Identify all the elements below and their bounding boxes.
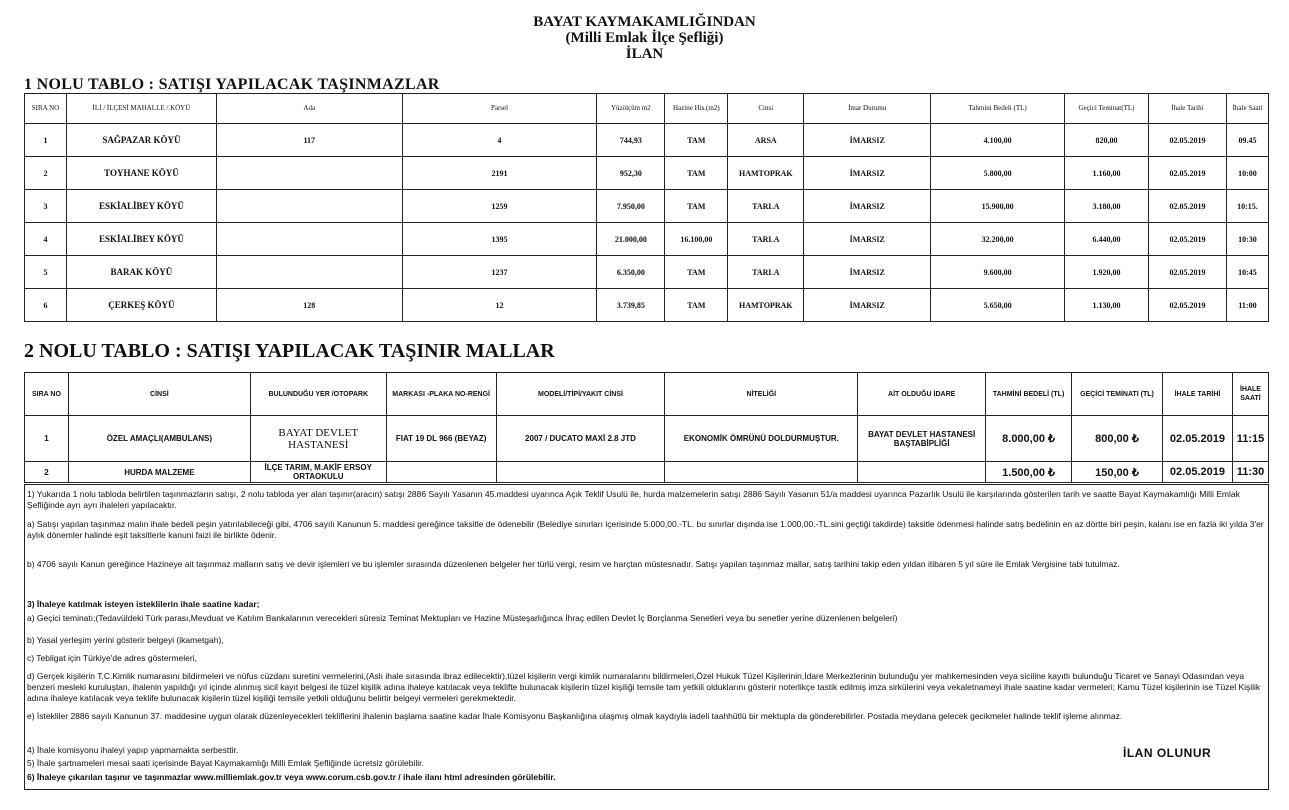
cell-no: 1 xyxy=(25,124,67,157)
cell-parsel: 1395 xyxy=(402,223,597,256)
cell-deposit: 6.440,00 xyxy=(1065,223,1149,256)
col-header: NİTELİĞİ xyxy=(665,373,858,416)
cell-deposit: 800,00 ₺ xyxy=(1072,416,1163,462)
cell-area: 7.950,00 xyxy=(597,190,665,223)
col-header: İhale Saati xyxy=(1226,94,1268,124)
cell-time: 10:30 xyxy=(1226,223,1268,256)
cell-village: ÇERKEŞ KÖYÜ xyxy=(66,289,216,322)
note-3d: d) Gerçek kişilerin T.C.Kimlik numarasını bildirmeleri ve nüfus cüzdanı suretini vermelerini,(Aslı ihale sırasında ibraz edilecektir),tüzel kişilerin vergi kimlik numaralarını bildirmeleri,Özel Hukuk Tüzel Kişilerinin,İdare Merkezlerinin bulunduğu yer mahkemesinden veya siciline kayıtlı bulunduğu Ticaret ve Sanayi Odasından veya benzeri mesleki kuruluştan, ihalenin yapıldığı yıl içinde alınmış sicil kayıt belgesi ile tüzel kişilik adına ihaleye katılacak veya teklifte bulunacak kişilerin tüzel kişiliği temsile tam yetkili olduklarını gösterir noterlikçe tastik edilmiş imza sirkülerini veya vekaletnameyi ihale saatine kadar vermeleri; Kamu Tüzel kişilerinin ise Tüzel Kişilik adına ihaleye katılacak veya teklife bulunacak kişilerin tüzel kişiliği temsile yetkili olduğunu belirtir belgeyi vermeleri gerekmektedir. xyxy=(27,671,1261,703)
cell-ada: 117 xyxy=(216,124,402,157)
col-header: İmar Durumu xyxy=(804,94,931,124)
note-1: 1) Yukarıda 1 nolu tabloda belirtilen taşınmazların satışı, 2 nolu tabloda yer alan taşınır(aracın) satışı 2886 Sayılı Yasanın 45.maddesi uyarınca Açık Teklif Usulü ile, hurda malzemelerin satışı 2886 Sayılı Yasanın 51/a maddesi uyarınca Pazarlık Usulü ile karşılarında gösterilen tarih ve saatte Bayat Kaymakamlığı Milli Emlak Şefliğinde ayrı ayrı ihaleleri yapılacaktır. xyxy=(27,489,1240,510)
cell-zoning: İMARSIZ xyxy=(804,157,931,190)
col-header: Cinsi xyxy=(728,94,804,124)
cell-no: 1 xyxy=(25,416,69,462)
cell-treasury-share: TAM xyxy=(665,190,728,223)
cell-parsel: 1259 xyxy=(402,190,597,223)
cell-zoning: İMARSIZ xyxy=(804,289,931,322)
cell-area: 6.350,00 xyxy=(597,256,665,289)
col-header: MARKASI -PLAKA NO-RENGİ xyxy=(386,373,496,416)
cell-deposit: 150,00 ₺ xyxy=(1072,462,1163,483)
header-line-3: İLAN xyxy=(625,46,664,62)
cell-zoning: İMARSIZ xyxy=(804,190,931,223)
note-3e: e) İstekliler 2886 sayılı Kanunun 37. maddesine uygun olarak düzenleyecekleri tekliflerini ihalenin başlama saatine kadar İhale Komisyonu Başkanlığına ulaşmış olmak kaydıyla iadeli taahhütlü bir mektupla da gönderebilirler. Postada meydana gelecek gecikmeler halinde teklif işleme alınmaz. xyxy=(27,711,1123,721)
cell-date: 02.05.2019 xyxy=(1162,416,1232,462)
cell-treasury-share: TAM xyxy=(665,256,728,289)
cell-estimated-price: 5.650,00 xyxy=(931,289,1065,322)
note-2b: b) 4706 sayılı Kanun gereğince Hazineye ait taşınmaz malların satış ve devir işlemleri ve bu işlemler sırasında düzenlenen belgeler her türlü vergi, resim ve harçtan müstesnadır. Satışı yapılan taşınmaz mallar, satış tarihini takip eden yıldan itibaren 5 yıl süre ile Emlak Vergisine tabi tutulmaz. xyxy=(27,559,1120,569)
cell-time: 11:15 xyxy=(1232,416,1268,462)
cell-time: 10:45 xyxy=(1226,256,1268,289)
table2-title: 2 NOLU TABLO : SATIŞI YAPILACAK TAŞINIR MALLAR xyxy=(24,340,555,362)
cell-type: HAMTOPRAK xyxy=(728,157,804,190)
col-header: MODELİ/TİPİ/YAKIT CİNSİ xyxy=(496,373,665,416)
col-header: SIRA NO xyxy=(25,94,67,124)
cell-ada xyxy=(216,190,402,223)
col-header: Tahmini Bedeli (TL) xyxy=(931,94,1065,124)
table1-title: 1 NOLU TABLO : SATIŞI YAPILACAK TAŞINMAZLAR xyxy=(24,76,440,93)
table-row xyxy=(25,157,1269,190)
cell-village: TOYHANE KÖYÜ xyxy=(66,157,216,190)
cell-type: TARLA xyxy=(728,223,804,256)
note-5: 5) İhale şartnameleri mesai saati içerisinde Bayat Kaymakamlığı Milli Emlak Şefliğinde ücretsiz görülebilir. xyxy=(27,758,424,768)
cell-type: ÖZEL AMAÇLI(AMBULANS) xyxy=(68,416,250,462)
cell-type: TARLA xyxy=(728,256,804,289)
cell-time: 11:00 xyxy=(1226,289,1268,322)
cell-time: 10:15. xyxy=(1226,190,1268,223)
cell-estimated-price: 9.600,00 xyxy=(931,256,1065,289)
cell-type: HAMTOPRAK xyxy=(728,289,804,322)
cell-estimated-price: 5.800,00 xyxy=(931,157,1065,190)
header-line-1: BAYAT KAYMAKAMLIĞINDAN xyxy=(533,14,756,30)
note-2a: a) Satışı yapılan taşınmaz malın ihale bedeli peşin yatırılabileceği gibi, 4706 sayılı Kanunun 5. maddesi gereğince taksitle de ödenebilir (Belediye sınırları içerisinde 5.000,00.-TL. bu sınırlar dışında ise 1.000,00.-TL.sini geçtiği takdirde) taksitle ödenmesi halinde satış bedelinin en az dörtte biri peşin, kalanı ise en fazla iki yılda 3'er aylık dönemler halinde eşit taksitlerle kanuni faizi ile birlikte ödenir. xyxy=(27,519,1264,540)
table-row xyxy=(25,462,1269,483)
cell-location: İLÇE TARIM, M.AKİF ERSOY ORTAOKULU xyxy=(250,462,386,483)
cell-treasury-share: TAM xyxy=(665,124,728,157)
col-header: SIRA NO xyxy=(25,373,69,416)
col-header: AİT OLDUĞU İDARE xyxy=(858,373,986,416)
cell-model: 2007 / DUCATO MAXİ 2.8 JTD xyxy=(496,416,665,462)
col-header: GEÇİCİ TEMİNATI (TL) xyxy=(1072,373,1163,416)
cell-deposit: 820,00 xyxy=(1065,124,1149,157)
cell-time: 11:30 xyxy=(1232,462,1268,483)
col-header: TAHMİNİ BEDELİ (TL) xyxy=(986,373,1072,416)
cell-parsel: 2191 xyxy=(402,157,597,190)
cell-deposit: 1.920,00 xyxy=(1065,256,1149,289)
cell-village: SAĞPAZAR KÖYÜ xyxy=(66,124,216,157)
cell-date: 02.05.2019 xyxy=(1148,190,1226,223)
cell-village: ESKİALİBEY KÖYÜ xyxy=(66,190,216,223)
cell-estimated-price: 4.100,00 xyxy=(931,124,1065,157)
cell-treasury-share: TAM xyxy=(665,289,728,322)
table-row xyxy=(25,256,1269,289)
cell-quality: EKONOMİK ÖMRÜNÜ DOLDURMUŞTUR. xyxy=(665,416,858,462)
table2-movables xyxy=(24,372,1269,483)
note-3b: b) Yasal yerleşim yerini gösterir belgeyi (ikametgah), xyxy=(27,635,224,645)
note-4: 4) İhale komisyonu ihaleyi yapıp yapmamakta serbesttir. xyxy=(27,745,239,755)
cell-no: 2 xyxy=(25,157,67,190)
note-3: 3) İhaleye katılmak isteyen isteklilerin ihale saatine kadar; xyxy=(27,599,260,609)
conditions-box xyxy=(24,484,1269,790)
cell-date: 02.05.2019 xyxy=(1148,157,1226,190)
cell-date: 02.05.2019 xyxy=(1162,462,1232,483)
cell-estimated-price: 8.000,00 ₺ xyxy=(986,416,1072,462)
col-header: İHALE TARİHİ xyxy=(1162,373,1232,416)
cell-area: 3.739,85 xyxy=(597,289,665,322)
cell-deposit: 3.180,00 xyxy=(1065,190,1149,223)
col-header: İhale Tarihi xyxy=(1148,94,1226,124)
cell-brand-plate: FIAT 19 DL 966 (BEYAZ) xyxy=(386,416,496,462)
col-header: İLİ / İLÇESİ MAHALLE / KÖYÜ xyxy=(66,94,216,124)
col-header: Geçici Teminat(TL) xyxy=(1065,94,1149,124)
cell-type: ARSA xyxy=(728,124,804,157)
cell-parsel: 4 xyxy=(402,124,597,157)
cell-estimated-price: 15.900,00 xyxy=(931,190,1065,223)
cell-village: ESKİALİBEY KÖYÜ xyxy=(66,223,216,256)
cell-date: 02.05.2019 xyxy=(1148,256,1226,289)
col-header: BULUNDUĞU YER /OTOPARK xyxy=(250,373,386,416)
cell-area: 744,93 xyxy=(597,124,665,157)
cell-ada xyxy=(216,256,402,289)
cell-no: 4 xyxy=(25,223,67,256)
cell-zoning: İMARSIZ xyxy=(804,223,931,256)
table-row xyxy=(25,416,1269,462)
cell-deposit: 1.130,00 xyxy=(1065,289,1149,322)
note-6: 6) İhaleye çıkarılan taşınır ve taşınmazlar www.milliemlak.gov.tr veya www.corum.csb.gov.tr / ihale ilanı html adresinden görülebilir. xyxy=(27,772,556,782)
cell-no: 3 xyxy=(25,190,67,223)
cell-parsel: 1237 xyxy=(402,256,597,289)
cell-time: 10:00 xyxy=(1226,157,1268,190)
col-header: Parsel xyxy=(402,94,597,124)
cell-quality xyxy=(665,462,858,483)
cell-date: 02.05.2019 xyxy=(1148,124,1226,157)
cell-estimated-price: 1.500,00 ₺ xyxy=(986,462,1072,483)
table-row xyxy=(25,223,1269,256)
cell-no: 5 xyxy=(25,256,67,289)
cell-date: 02.05.2019 xyxy=(1148,223,1226,256)
cell-zoning: İMARSIZ xyxy=(804,124,931,157)
cell-owner xyxy=(858,462,986,483)
cell-time: 09.45 xyxy=(1226,124,1268,157)
table-header-row xyxy=(25,94,1269,124)
cell-area: 21.000,00 xyxy=(597,223,665,256)
cell-deposit: 1.160,00 xyxy=(1065,157,1149,190)
col-header: İHALE SAATİ xyxy=(1232,373,1268,416)
table-header-row xyxy=(25,373,1269,416)
cell-model xyxy=(496,462,665,483)
cell-brand-plate xyxy=(386,462,496,483)
table-row xyxy=(25,124,1269,157)
note-3c: c) Tebligat için Türkiye'de adres göstermeleri, xyxy=(27,653,197,663)
note-3a: a) Geçici teminatı;(Tedavüldeki Türk parası,Mevduat ve Katılım Bankalarının verecekleri süresiz Teminat Mektupları ve Hazine Müsteşarlığınca İhraç edilen Devlet İç Borçlanma Senetleri veya bu senetler yerine düzenlenen belgeleri) xyxy=(27,613,898,623)
cell-type: HURDA MALZEME xyxy=(68,462,250,483)
cell-type: TARLA xyxy=(728,190,804,223)
cell-zoning: İMARSIZ xyxy=(804,256,931,289)
ilan-olunur: İLAN OLUNUR xyxy=(1123,746,1212,760)
header-line-2: (Milli Emlak İlçe Şefliği) xyxy=(565,30,724,46)
cell-ada: 128 xyxy=(216,289,402,322)
cell-date: 02.05.2019 xyxy=(1148,289,1226,322)
cell-treasury-share: TAM xyxy=(665,157,728,190)
col-header: Yüzölçüm m2 xyxy=(597,94,665,124)
cell-ada xyxy=(216,223,402,256)
table-row xyxy=(25,289,1269,322)
cell-ada xyxy=(216,157,402,190)
cell-village: BARAK KÖYÜ xyxy=(66,256,216,289)
table-row xyxy=(25,190,1269,223)
col-header: Hazine His.(m2) xyxy=(665,94,728,124)
cell-no: 6 xyxy=(25,289,67,322)
cell-parsel: 12 xyxy=(402,289,597,322)
table1-immovables xyxy=(24,93,1269,322)
col-header: Ada xyxy=(216,94,402,124)
cell-treasury-share: 16.100,00 xyxy=(665,223,728,256)
cell-location: BAYAT DEVLET HASTANESİ xyxy=(250,416,386,462)
cell-no: 2 xyxy=(25,462,69,483)
cell-owner: BAYAT DEVLET HASTANESİ BAŞTABİPLİĞİ xyxy=(858,416,986,462)
cell-area: 952,30 xyxy=(597,157,665,190)
document-header xyxy=(0,14,1289,62)
cell-estimated-price: 32.200,00 xyxy=(931,223,1065,256)
col-header: CİNSİ xyxy=(68,373,250,416)
